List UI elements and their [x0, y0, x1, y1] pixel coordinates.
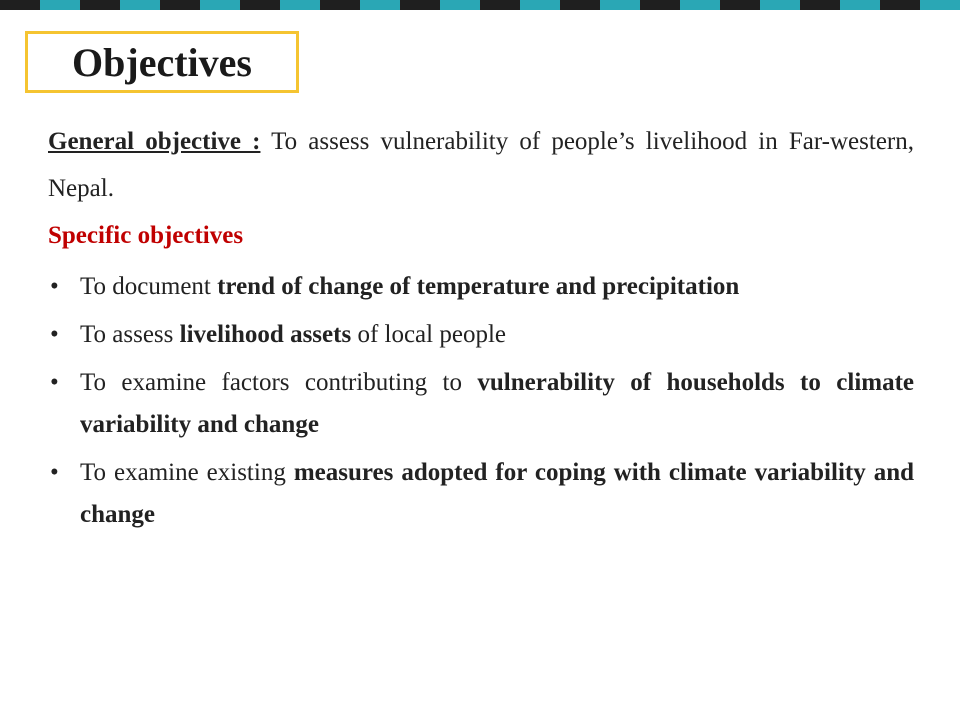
general-objective-text: To assess vulnerability of people’s livelihood in Far-western, Nepal. — [48, 128, 914, 202]
specific-objectives-list — [48, 266, 914, 536]
title-box — [25, 31, 299, 93]
top-bar-segment — [600, 0, 640, 10]
top-bar-segment — [560, 0, 600, 10]
general-objective-label: General objective : — [48, 128, 261, 155]
top-bar-segment — [240, 0, 280, 10]
top-bar-segment — [520, 0, 560, 10]
bullet-icon: • — [50, 369, 59, 396]
top-bar-segment — [920, 0, 960, 10]
top-bar-segment — [400, 0, 440, 10]
bullet-icon: • — [50, 273, 59, 300]
bullet-icon: • — [50, 459, 59, 486]
top-bar-segment — [760, 0, 800, 10]
top-bar-segment — [440, 0, 480, 10]
top-bar-segment — [680, 0, 720, 10]
top-bar-segment — [800, 0, 840, 10]
top-bar-segment — [40, 0, 80, 10]
bullet-icon: • — [50, 321, 59, 348]
slide-content — [48, 118, 914, 536]
top-bar-segment — [280, 0, 320, 10]
objective-item: • To assess livelihood assets of local people — [48, 314, 914, 356]
top-bar-segment — [0, 0, 40, 10]
top-bar-segment — [200, 0, 240, 10]
top-bar-segment — [320, 0, 360, 10]
top-decorative-bar — [0, 0, 960, 10]
top-bar-segment — [640, 0, 680, 10]
objective-item: • To examine existing measures adopted for coping with climate variability and change — [48, 452, 914, 536]
top-bar-segment — [160, 0, 200, 10]
specific-objectives-heading: Specific objectives — [48, 222, 244, 249]
top-bar-segment — [120, 0, 160, 10]
top-bar-segment — [480, 0, 520, 10]
slide-title: Objectives — [72, 39, 252, 85]
top-bar-segment — [840, 0, 880, 10]
top-bar-segment — [720, 0, 760, 10]
top-bar-segment — [360, 0, 400, 10]
general-objective — [48, 118, 914, 212]
top-bar-segment — [880, 0, 920, 10]
objective-item: • To examine factors contributing to vulnerability of households to climate variability and change — [48, 362, 914, 446]
objective-item: • To document trend of change of temperature and precipitation — [48, 266, 914, 308]
top-bar-segment — [80, 0, 120, 10]
